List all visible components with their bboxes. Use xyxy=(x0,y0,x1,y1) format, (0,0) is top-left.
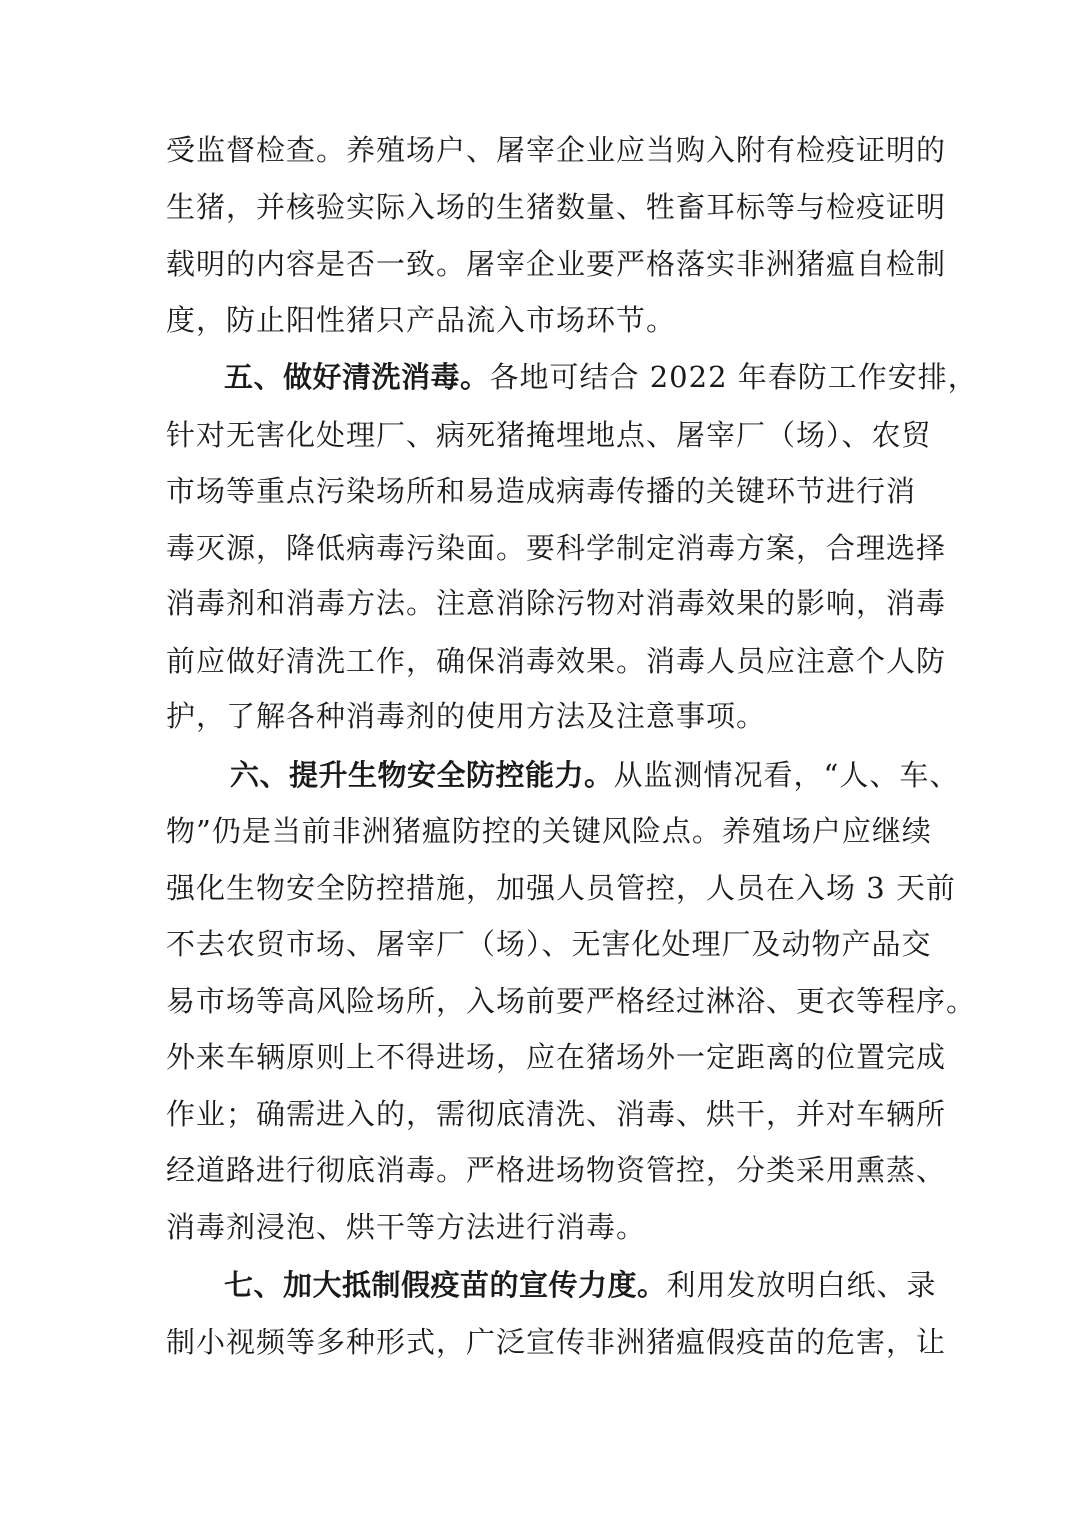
body-line: 受监督检查。养殖场户、屠宰企业应当购入附有检疫证明的 xyxy=(166,133,947,167)
section-5-first-line: 五、做好清洗消毒。各地可结合 2022 年春防工作安排， xyxy=(224,360,978,394)
body-line: 物”仍是当前非洲猪瘟防控的关键风险点。养殖场户应继续 xyxy=(166,814,932,848)
body-line: 消毒剂浸泡、烘干等方法进行消毒。 xyxy=(166,1210,647,1244)
body-line: 作业；确需进入的，需彻底清洗、消毒、烘干，并对车辆所 xyxy=(166,1097,947,1131)
body-line: 护，了解各种消毒剂的使用方法及注意事项。 xyxy=(166,699,767,733)
body-line: 强化生物安全防控措施，加强人员管控，人员在入场 3 天前 xyxy=(166,871,956,905)
body-line: 不去农贸市场、屠宰厂（场）、无害化处理厂及动物产品交 xyxy=(166,927,932,961)
body-line: 生猪，并核验实际入场的生猪数量、牲畜耳标等与检疫证明 xyxy=(166,190,947,224)
body-line: 市场等重点污染场所和易造成病毒传播的关键环节进行消 xyxy=(166,474,917,508)
body-line: 经道路进行彻底消毒。严格进场物资管控，分类采用熏蒸、 xyxy=(166,1153,947,1187)
body-line: 制小视频等多种形式，广泛宣传非洲猪瘟假疫苗的危害，让 xyxy=(166,1325,947,1359)
section-7-first-line: 七、加大抵制假疫苗的宣传力度。利用发放明白纸、录 xyxy=(224,1268,937,1302)
body-line: 易市场等高风险场所，入场前要严格经过淋浴、更衣等程序。 xyxy=(166,984,977,1018)
body-line: 前应做好清洗工作，确保消毒效果。消毒人员应注意个人防 xyxy=(166,644,947,678)
body-line: 针对无害化处理厂、病死猪掩埋地点、屠宰厂（场）、农贸 xyxy=(166,418,932,452)
body-line: 毒灭源，降低病毒污染面。要科学制定消毒方案，合理选择 xyxy=(166,531,947,565)
body-line: 消毒剂和消毒方法。注意消除污物对消毒效果的影响，消毒 xyxy=(166,586,947,620)
section-6-heading: 六、提升生物安全防控能力。 xyxy=(230,758,614,792)
body-line: 度，防止阳性猪只产品流入市场环节。 xyxy=(166,303,677,337)
section-5-heading: 五、做好清洗消毒。 xyxy=(224,360,490,394)
body-line: 外来车辆原则上不得进场，应在猪场外一定距离的位置完成 xyxy=(166,1040,947,1074)
section-7-heading: 七、加大抵制假疫苗的宣传力度。 xyxy=(224,1268,667,1302)
section-6-first-line: 六、提升生物安全防控能力。从监测情况看，“人、车、 xyxy=(230,758,960,792)
body-line: 载明的内容是否一致。屠宰企业要严格落实非洲猪瘟自检制 xyxy=(166,247,947,281)
